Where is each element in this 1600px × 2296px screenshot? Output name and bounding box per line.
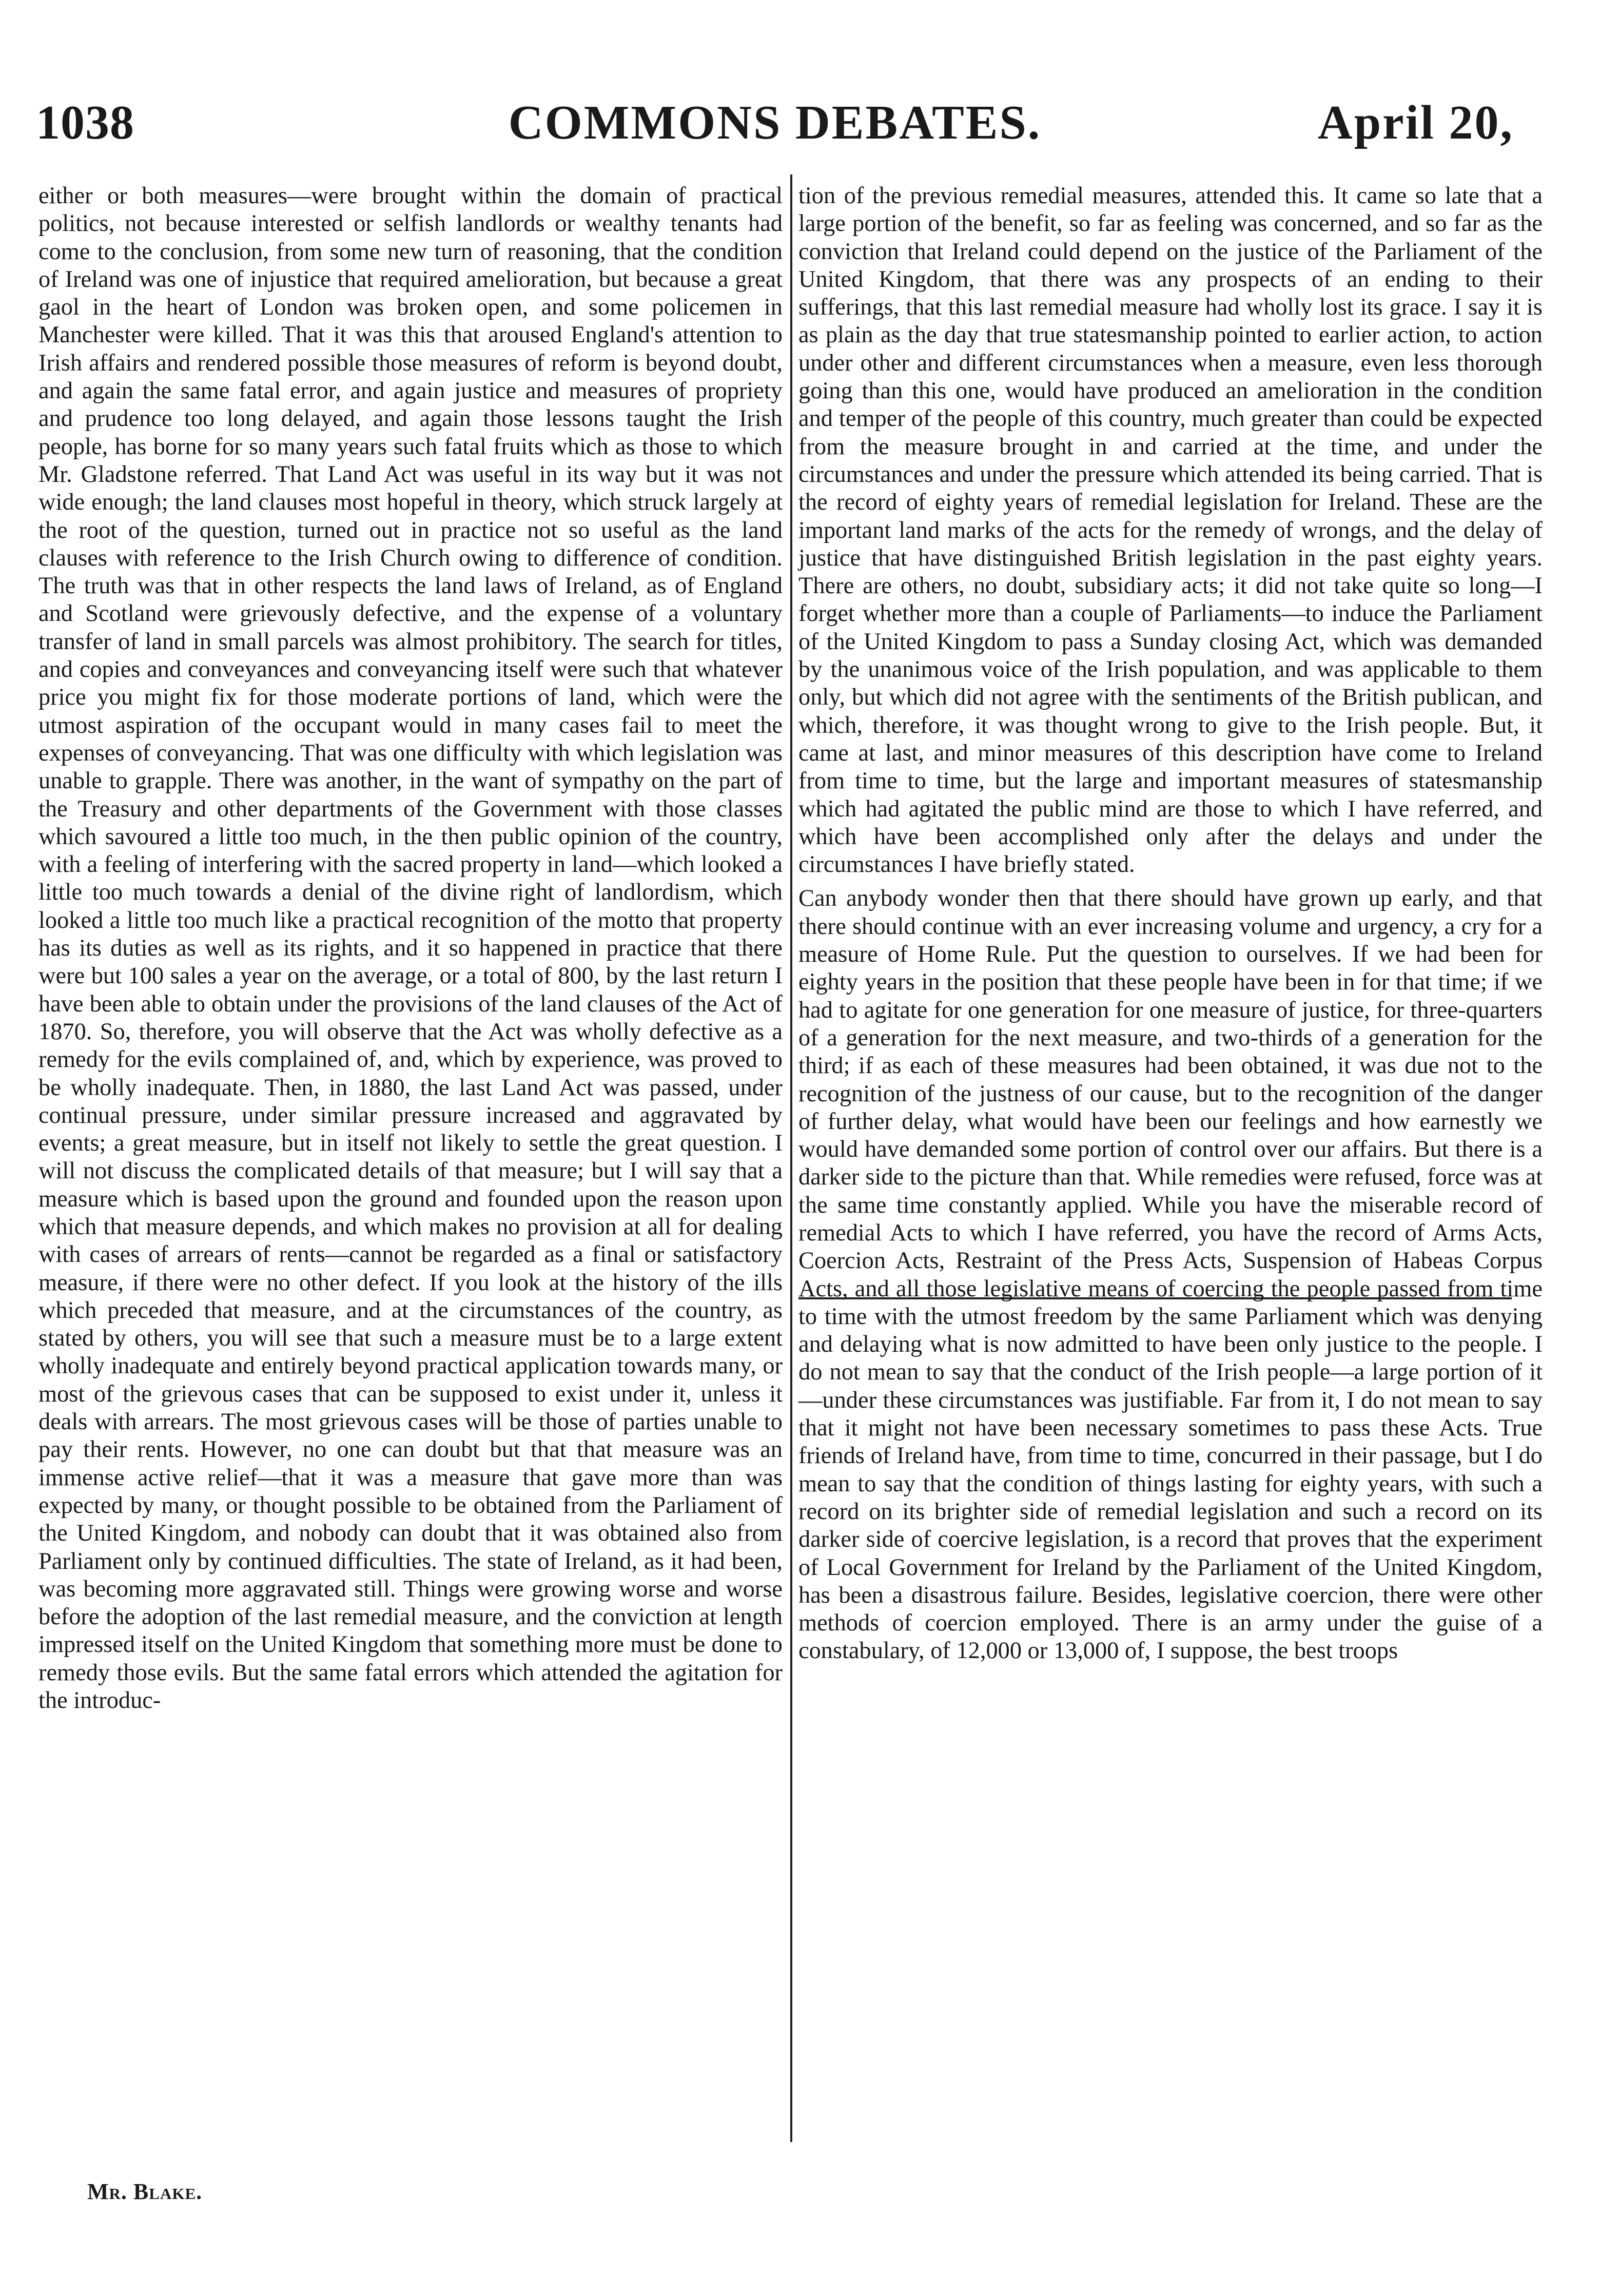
paragraph: Can anybody wonder then that there should have grown up early, and that there should continue with an ever increasing volume and urgency, a cry for a measure of Home Rule. Put the question to ourselves. If we had been for eighty years in the position that these people have been in for that time; if we had to agitate for one generation for one measure of justice, for three-quarters of a generation for the next measure, and two-thirds of a generation for the third; if as each of these measures had been obtained, it was due not to the recognition of the justness of our cause, but to the recognition of the danger of further delay, what would have been our feelings and how earnestly we would have demanded some portion of control over our affairs. But there is a darker side to the picture than that. While remedies were refused, force was at the same time constantly applied. While you have the miserable record of remedial Acts to which I have referred, you have the record of Arms Acts, Coercion Acts, Restraint of the Press Acts, Suspension of Habeas Corpus Acts, and all those legislative means of coercing the people passed from time to time with the utmost freedom by the same Parliament which was denying and delaying what is now admitted to have been only justice to the people. I do not mean to say that the conduct of the Irish people—a large portion of it—under these circumstances was justifiable. Far from it, I do not mean to say that it might not have been necessary sometimes to pass these Acts. True friends of Ireland have, from time to time, concurred in their passage, but I do mean to say that the condition of things lasting for eighty years, with such a record on its brighter side of remedial legislation and such a record on its darker side of coercive legislation, is a record that proves that the experiment of Local Government for Ireland by the Parliament of the United Kingdom, has been a disastrous failure. Besides, legislative coercion, there were other methods of coercion employed. There is an army under the guise of a constabulary, of 12,000 or 13,000 of, I suppose, the best troops	[798, 885, 1543, 1664]
running-title: COMMONS DEBATES.	[508, 96, 1042, 149]
speaker-footer: Mr. Blake.	[87, 2179, 203, 2204]
paragraph: either or both measures—were brought within the domain of practical politics, not because interested or selfish landlords or wealthy tenants had come to the conclusion, from some new turn of reasoning, that the condition of Ireland was one of injustice that required amelioration, but because a great gaol in the heart of London was broken open, and some policemen in Manchester were killed. That it was this that aroused England's attention to Irish affairs and rendered possible those measures of reform is beyond doubt, and again the same fatal error, and again justice and measures of propriety and prudence too long delayed, and again those lessons taught the Irish people, has borne for so many years such fatal fruits which as those to which Mr. Gladstone referred. That Land Act was useful in its way but it was not wide enough; the land clauses most hopeful in theory, which struck largely at the root of the question, turned out in practice not so useful as the land clauses with reference to the Irish Church owing to difference of condition. The truth was that in other respects the land laws of Ireland, as of England and Scotland were grievously defective, and the expense of a voluntary transfer of land in small parcels was almost prohibitory. The search for titles, and copies and conveyances and conveyancing itself were such that whatever price you might fix for those moderate portions of land, which were the utmost aspiration of the occupant would in many cases fail to meet the expenses of conveyancing. That was one difficulty with which legislation was unable to grapple. There was another, in the want of sympathy on the part of the Treasury and other departments of the Government with those classes which savoured a little too much, in the then public opinion of the country, with a feeling of interfering with the sacred property in land—which looked a little too much towards a denial of the divine right of landlordism, which looked a little too much like a practical recognition of the motto that property has its duties as well as its rights, and it so happened in practice that there were but 100 sales a year on the average, or a total of 800, by the last return I have been able to obtain under the provisions of the land clauses of the Act of 1870. So, therefore, you will observe that the Act was wholly defective as a remedy for the evils complained of, and, which by experience, was proved to be wholly inadequate. Then, in 1880, the last Land Act was passed, under continual pressure, under similar pressure increased and aggravated by events; a great measure, but in itself not likely to settle the great question. I will not discuss the complicated details of that measure; but I will say that a measure which is based upon the ground and founded upon the reason upon which that measure depends, and which makes no provision at all for dealing with cases of arrears of rents—cannot be regarded as a final or satisfactory measure, if there were no other defect. If you look at the history of the ills which preceded that measure, and at the circumstances of the country, as stated by others, you will see that such a measure must be to a large extent wholly inadequate and entirely beyond practical application towards many, or most of the grievous cases that can be supposed to exist under it, unless it deals with arrears. The most grievous cases will be those of parties unable to pay their rents. However, no one can doubt but that that measure was an immense active relief—that it was a measure that gave more than was expected by many, or thought possible to be obtained from the Parliament of the United Kingdom, and nobody can doubt that it was obtained also from Parliament only by continued difficulties. The state of Ireland, as it had been, was becoming more aggravated still. Things were growing worse and worse before the adoption of the last remedial measure, and the conviction at length impressed itself on the United Kingdom that something more must be done to remedy those evils. But the same fatal errors which attended the agitation for the introduc-	[38, 183, 783, 1714]
page-number: 1038	[36, 96, 134, 149]
left-column	[38, 182, 783, 1715]
paragraph: tion of the previous remedial measures, attended this. It came so late that a large portion of the benefit, so far as feeling was concerned, and so far as the conviction that Ireland could depend on the justice of the Parliament of the United Kingdom, that there was any prospects of an ending to their sufferings, that this last remedial measure had wholly lost its grace. I say it is as plain as the day that true statesmanship pointed to earlier action, to action under other and different circumstances when a measure, even less thorough going than this one, would have produced an amelioration in the condition and temper of the people of this country, much greater than could be expected from the measure brought in and carried at the time, and under the circumstances and under the pressure which attended its being carried. That is the record of eighty years of remedial legislation for Ireland. These are the important land marks of the acts for the remedy of wrongs, and the delay of justice that have distinguished British legislation in the past eighty years. There are others, no doubt, subsidiary acts; it did not take quite so long—I forget whether more than a couple of Parliaments—to induce the Parliament of the United Kingdom to pass a Sunday closing Act, which was demanded by the unanimous voice of the Irish population, and was applicable to them only, but which did not agree with the sentiments of the British publican, and which, therefore, it was thought wrong to give to the Irish people. But, it came at last, and minor measures of this description have come to Ireland from time to time, but the large and important measures of statesmanship which had agitated the public mind are those to which I have referred, and which have been accomplished only after the delays and under the circumstances I have briefly stated.	[798, 183, 1543, 878]
page-header	[36, 95, 1514, 167]
column-divider	[790, 174, 792, 2142]
header-date: April 20,	[1317, 96, 1514, 149]
right-column	[798, 182, 1543, 1665]
